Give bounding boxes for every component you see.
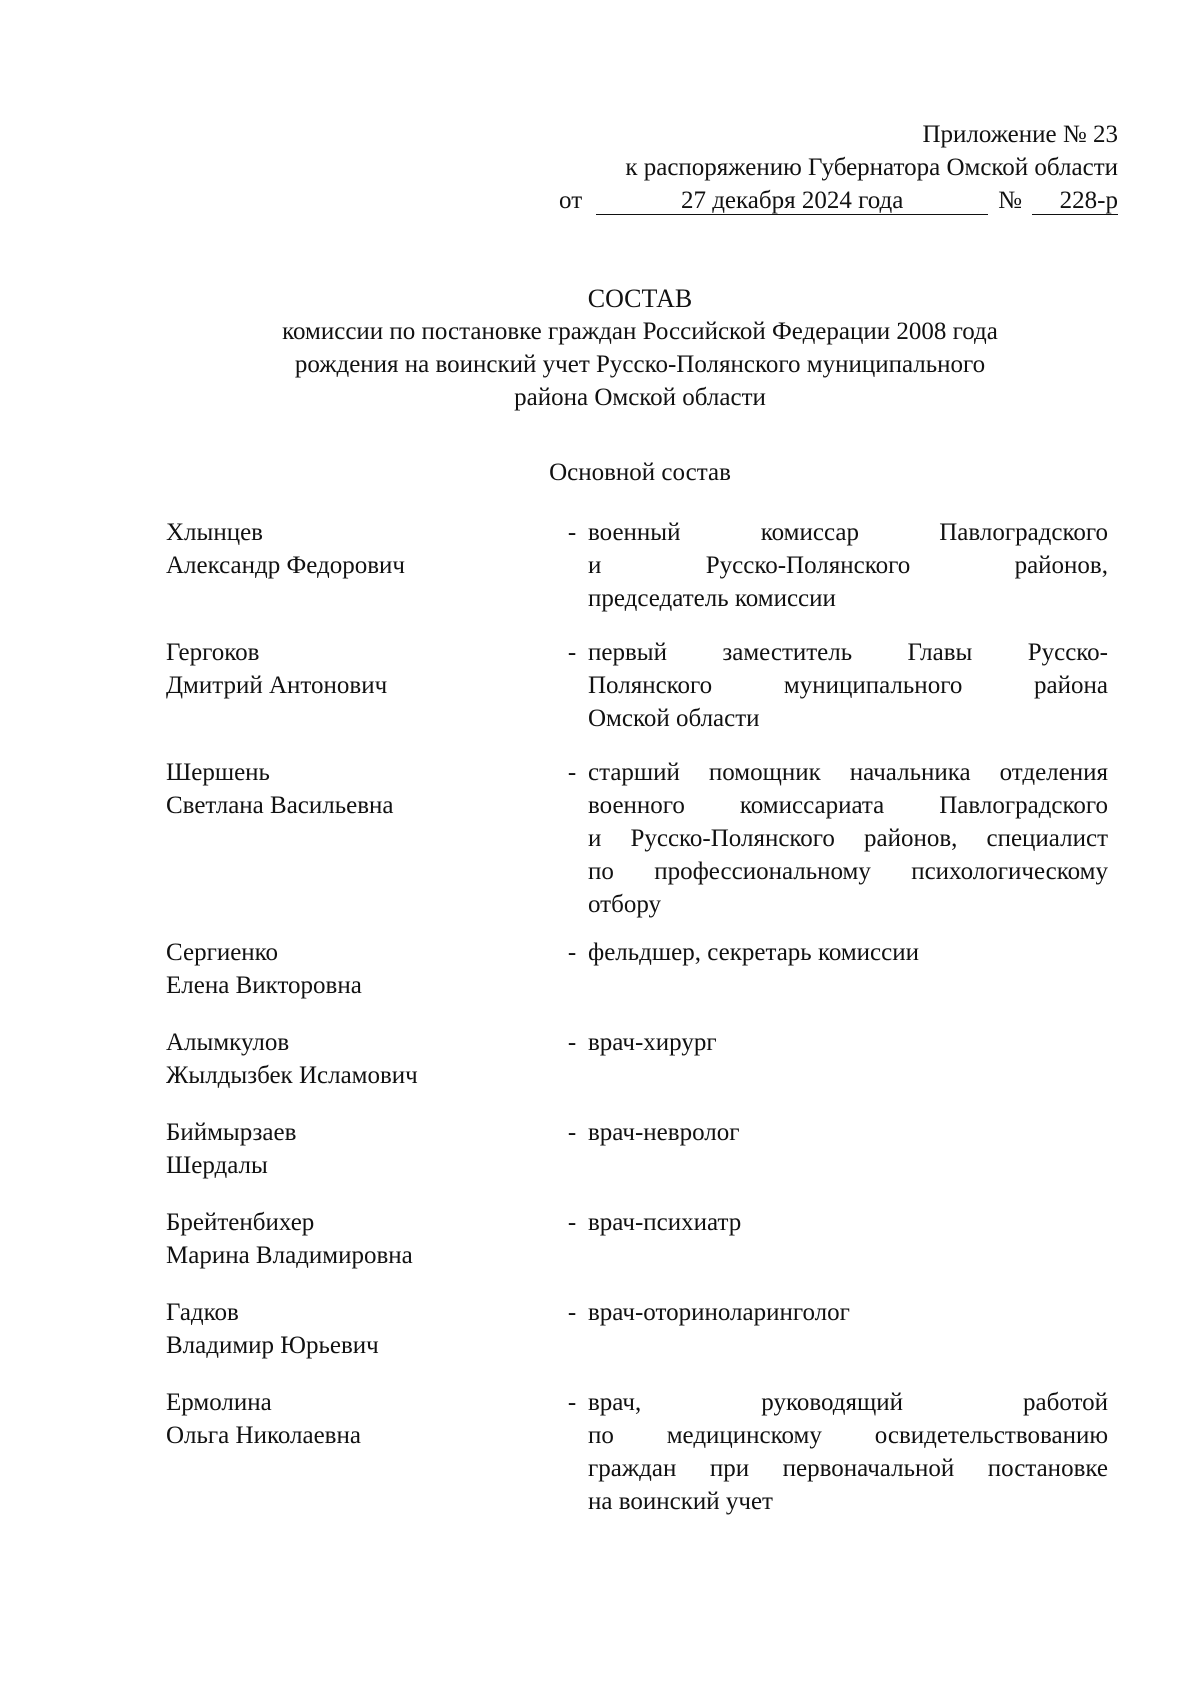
role-line: первый заместитель Главы Русско- — [588, 639, 1108, 666]
order-number: 228-р — [1032, 188, 1118, 215]
dash-separator: - — [567, 519, 577, 546]
member-role — [588, 756, 1108, 921]
from-label: от — [559, 187, 583, 214]
member-entry — [166, 936, 1118, 1026]
section-title: Основной состав — [549, 459, 731, 486]
title-subtitle-line: комиссии по постановке граждан Российской Федерации 2008 года — [282, 318, 998, 345]
role-line: по профессиональному психологическому — [588, 858, 1108, 885]
dash-separator: - — [567, 939, 577, 966]
document-title — [150, 282, 1130, 489]
member-name — [166, 1206, 562, 1272]
role-line: фельдшер, секретарь комиссии — [588, 939, 920, 966]
member-given-name: Марина Владимировна — [166, 1242, 413, 1269]
role-line: Омской области — [588, 705, 760, 732]
member-given-name: Владимир Юрьевич — [166, 1332, 379, 1359]
order-date-line — [518, 184, 1118, 217]
role-line: врач-оториноларинголог — [588, 1299, 850, 1326]
role-line: военный комиссар Павлоградского — [588, 519, 1108, 546]
dash-separator: - — [567, 1299, 577, 1326]
member-surname: Шершень — [166, 759, 270, 786]
member-given-name: Александр Федорович — [166, 552, 405, 579]
role-line: отбору — [588, 891, 661, 918]
member-surname: Хлынцев — [166, 519, 263, 546]
appendix-number: Приложение № 23 — [922, 121, 1118, 148]
role-line: врач-хирург — [588, 1029, 717, 1056]
member-entry — [166, 1296, 1118, 1386]
appendix-header — [518, 118, 1118, 217]
role-line: военного комиссариата Павлоградского — [588, 792, 1108, 819]
member-entry — [166, 1386, 1118, 1526]
member-name — [166, 1386, 562, 1452]
member-given-name: Жылдызбек Исламович — [166, 1062, 418, 1089]
member-name — [166, 1116, 562, 1182]
role-line: врач-психиатр — [588, 1209, 742, 1236]
member-entry — [166, 756, 1118, 936]
dash-separator: - — [567, 639, 577, 666]
role-line: и Русско-Полянского районов, — [588, 552, 1108, 579]
role-line: Полянского муниципального района — [588, 672, 1108, 699]
dash-separator: - — [567, 1209, 577, 1236]
member-entry — [166, 1206, 1118, 1296]
member-surname: Гергоков — [166, 639, 260, 666]
dash-separator: - — [567, 1119, 577, 1146]
member-surname: Сергиенко — [166, 939, 279, 966]
member-name — [166, 756, 562, 822]
member-entry — [166, 1116, 1118, 1206]
member-entry — [166, 516, 1118, 636]
dash-separator: - — [567, 759, 577, 786]
member-name — [166, 1296, 562, 1362]
role-line: по медицинскому освидетельствованию — [588, 1422, 1108, 1449]
dash-separator: - — [567, 1389, 577, 1416]
role-line: председатель комиссии — [588, 585, 836, 612]
member-given-name: Дмитрий Антонович — [166, 672, 388, 699]
role-line: на воинский учет — [588, 1488, 773, 1515]
member-entry — [166, 636, 1118, 756]
title-subtitle-line: района Омской области — [514, 384, 766, 411]
member-role — [588, 1206, 1108, 1239]
member-name — [166, 936, 562, 1002]
member-name — [166, 516, 562, 582]
role-line: врач, руководящий работой — [588, 1389, 1108, 1416]
member-given-name: Елена Викторовна — [166, 972, 362, 999]
order-reference: к распоряжению Губернатора Омской области — [625, 154, 1118, 181]
member-name — [166, 1026, 562, 1092]
member-surname: Биймырзаев — [166, 1119, 297, 1146]
role-line: граждан при первоначальной постановке — [588, 1455, 1108, 1482]
members-list — [166, 516, 1118, 1526]
member-role — [588, 1116, 1108, 1149]
member-given-name: Шердалы — [166, 1152, 268, 1179]
member-surname: Ермолина — [166, 1389, 272, 1416]
number-label: № — [998, 187, 1022, 214]
member-role — [588, 516, 1108, 615]
member-surname: Алымкулов — [166, 1029, 290, 1056]
member-surname: Брейтенбихер — [166, 1209, 315, 1236]
member-entry — [166, 1026, 1118, 1116]
member-surname: Гадков — [166, 1299, 239, 1326]
member-given-name: Светлана Васильевна — [166, 792, 394, 819]
member-role — [588, 1386, 1108, 1518]
role-line: и Русско-Полянского районов, специалист — [588, 825, 1108, 852]
dash-separator: - — [567, 1029, 577, 1056]
title-subtitle-line: рождения на воинский учет Русско-Полянского муниципального — [294, 351, 986, 378]
order-date: 27 декабря 2024 года — [596, 188, 988, 215]
role-line: врач-невролог — [588, 1119, 740, 1146]
member-role — [588, 1026, 1108, 1059]
member-given-name: Ольга Николаевна — [166, 1422, 361, 1449]
title-main: СОСТАВ — [587, 284, 693, 313]
member-role — [588, 1296, 1108, 1329]
member-name — [166, 636, 562, 702]
member-role — [588, 636, 1108, 735]
member-role — [588, 936, 1108, 969]
role-line: старший помощник начальника отделения — [588, 759, 1108, 786]
